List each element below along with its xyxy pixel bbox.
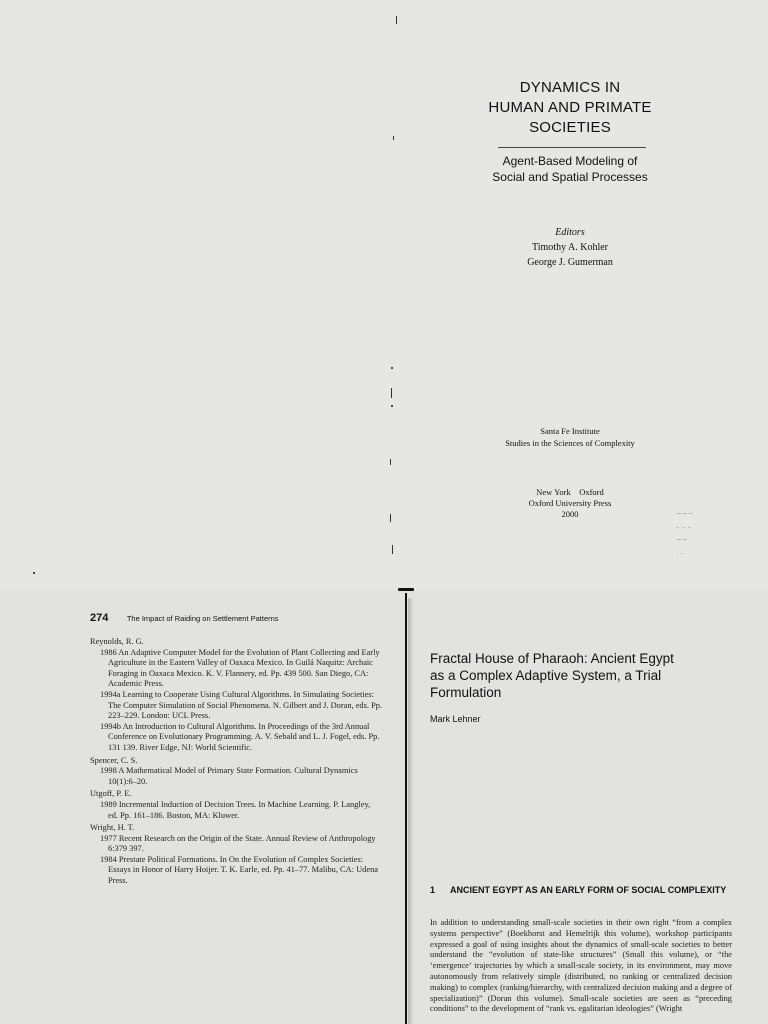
- reference-entry: 1994b An Introduction to Cultural Algorithms. In Proceedings of the 3rd Annual Conference on Evolutionary Programming. A. V. Sebald and L. J. Fogel, eds. Pp. 131 139. River Edge, NJ: World Scientific.: [100, 721, 380, 752]
- scan-mark: [393, 136, 394, 140]
- chapter-title-line: Formulation: [430, 685, 502, 700]
- scan-mark: [33, 572, 35, 574]
- book-title-line: SOCIETIES: [529, 119, 611, 136]
- series-line: Studies in the Sciences of Complexity: [505, 438, 635, 448]
- gutter-cap: [398, 588, 414, 591]
- pencil-annotation: ~~~ – – – ~~ . –: [676, 510, 694, 557]
- gutter-shadow: [408, 598, 414, 1024]
- editors-label: Editors: [555, 227, 585, 238]
- chapter-title-line: Fractal House of Pharaoh: Ancient Egypt: [430, 651, 674, 666]
- reference-group: [90, 756, 382, 788]
- book-title-line: HUMAN AND PRIMATE: [488, 99, 652, 116]
- reference-entry: 1984 Prestate Political Formations. In On the Evolution of Complex Societies: Essays in Honor of Harry Hoijer. T. K. Earle, ed. Pp. 41–77. Malibu, CA: Udena Press.: [100, 854, 378, 886]
- publisher-block: [470, 487, 670, 520]
- reference-author: Wright, H. T.: [90, 823, 135, 833]
- reference-group: [90, 823, 382, 887]
- left-page-header: [90, 608, 279, 626]
- reference-entry: 1998 A Mathematical Model of Primary State Formation. Cultural Dynamics 10(1):6–20.: [100, 766, 358, 786]
- section-heading: [430, 885, 730, 896]
- book-subtitle-line: Agent-Based Modeling of: [502, 154, 638, 168]
- book-title: [470, 78, 670, 138]
- reference-author: Spencer, C. S.: [90, 755, 138, 765]
- publisher-cities: New York Oxford: [536, 487, 604, 497]
- scan-mark: [390, 459, 391, 465]
- reference-group: [90, 789, 382, 821]
- reference-list: [90, 637, 382, 889]
- body-paragraph: In addition to understanding small-scale societies in their own right “from a complex systems perspective” (Boekhorst and Hemelrijk this volume), workshop participants expressed a goal of using insights about the dynamics of small-scale societies to better understand the “evolution of state-like structures” (Small this volume), or “the ‘emergence’ trajectories by which a small-scale society, in its environment, may move autonomously from relatively simple (distributed, no ranking or centralized decision making) to complex (ranking/hierarchy, with centralized decision making and a degree of specialization)” (Doran this volume). Small-scale societies are seen as “preceding conditions” to the development of “rank vs. egalitarian ideologies” (Wright: [430, 918, 732, 1014]
- editor-name: Timothy A. Kohler: [531, 242, 609, 253]
- page-number: 274: [90, 612, 109, 624]
- book-subtitle-line: Social and Spatial Processes: [492, 170, 648, 184]
- reference-group: [90, 637, 382, 754]
- book-subtitle: [470, 153, 670, 185]
- scan-mark: [391, 388, 392, 398]
- scan-mark: [392, 545, 393, 554]
- reference-author: Reynolds, R. G.: [90, 637, 144, 646]
- reference-entry: 1977 Recent Research on the Origin of the State. Annual Review of Anthropology 6:379 397.: [100, 833, 376, 854]
- scan-mark: [390, 514, 391, 522]
- scan-mark: [391, 367, 393, 369]
- chapter-title: [430, 650, 750, 701]
- reference-entry: 1986 An Adaptive Computer Model for the Evolution of Plant Collecting and Early Agriculture in the Eastern Valley of Oaxaca Mexico. In Guilá Naquitz: Archaic Foraging in Oaxaca Mexico. K. V. Flannery, ed. Pp. 439 500. San Diego, CA: Academic Press.: [100, 647, 380, 689]
- section-title: ANCIENT EGYPT AS AN EARLY FORM OF SOCIAL COMPLEXITY: [450, 885, 727, 895]
- section-number: 1: [430, 885, 436, 895]
- gutter-line: [405, 593, 407, 1024]
- publisher-name: Oxford University Press: [528, 498, 612, 508]
- reference-entry: 1989 Incremental Induction of Decision Trees. In Machine Learning. P. Langley, ed. Pp. 161–186. Boston, MA: Kluwer.: [100, 799, 371, 820]
- running-title: The Impact of Raiding on Settlement Patterns: [126, 614, 279, 623]
- editor-name: George J. Gumerman: [527, 257, 613, 268]
- series-name: [470, 425, 670, 449]
- publication-year: 2000: [561, 509, 579, 519]
- chapter-author: Mark Lehner: [430, 714, 481, 724]
- reference-entry: 1994a Learning to Cooperate Using Cultural Algorithms. In Simulating Societies: The Computer Simulation of Social Phenomena. N. Gilbert and J. Doran, eds. Pp. 223–229. London: UCL Press.: [100, 689, 383, 721]
- book-title-line: DYNAMICS IN: [519, 79, 621, 96]
- scan-mark: [391, 405, 393, 407]
- title-rule: [498, 147, 646, 148]
- series-line: Santa Fe Institute: [540, 426, 600, 436]
- reference-author: Utgoff, P. E.: [90, 789, 132, 799]
- chapter-title-line: as a Complex Adaptive System, a Trial: [430, 668, 662, 683]
- scan-mark: [396, 16, 397, 24]
